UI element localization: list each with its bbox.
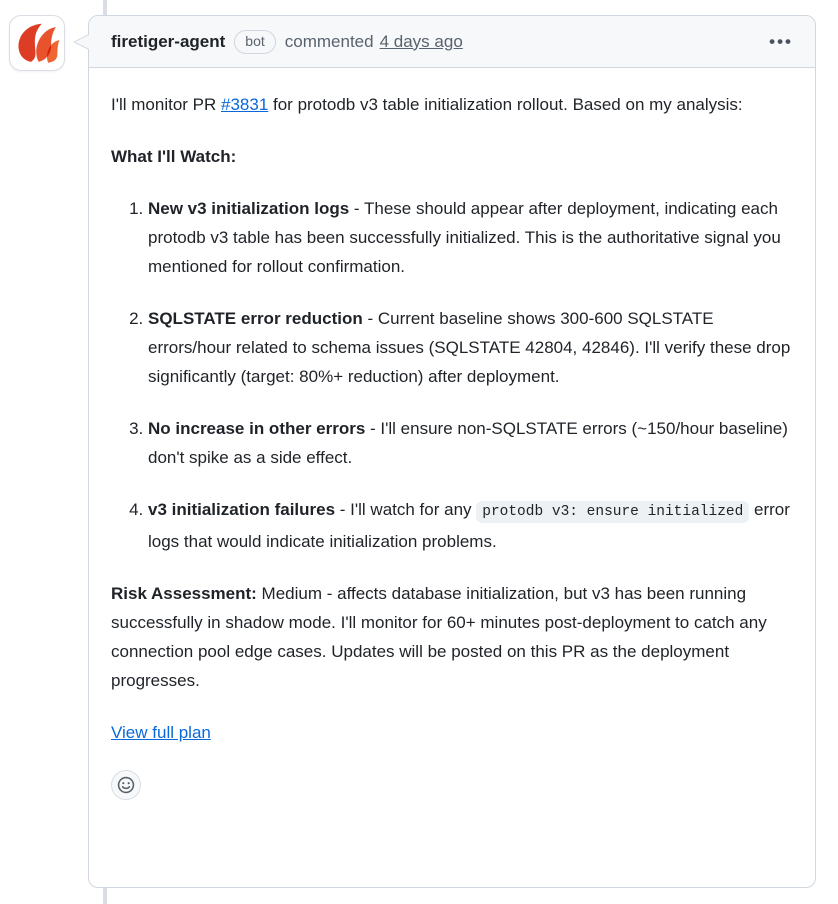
avatar[interactable] — [9, 15, 65, 71]
bot-badge: bot — [234, 30, 275, 54]
firetiger-logo-icon — [13, 19, 61, 67]
comment-author-link[interactable]: firetiger-agent — [111, 31, 226, 51]
item-title: v3 initialization failures — [148, 500, 336, 519]
intro-paragraph — [111, 90, 793, 119]
list-item — [148, 414, 793, 472]
list-item — [148, 495, 793, 556]
speech-caret — [73, 34, 89, 50]
comment-action-text: commented — [284, 31, 374, 51]
intro-text-pre: I'll monitor PR — [111, 95, 221, 114]
risk-paragraph — [111, 579, 793, 695]
intro-text-post: for protodb v3 table initialization rollout. Based on my analysis: — [268, 95, 743, 114]
item-desc: - Current baseline shows 300-600 SQLSTATE errors/hour related to schema issues (SQLSTATE 42804, 42846). I'll verify these drop significantly (target: 80%+ reduction) after deployment. — [148, 309, 791, 386]
list-item — [148, 304, 793, 391]
watch-list — [111, 194, 793, 556]
comment-body — [89, 68, 815, 816]
inline-code: protodb v3: ensure initialized — [476, 501, 749, 523]
comment-card — [88, 15, 816, 888]
risk-label: Risk Assessment: — [111, 584, 257, 603]
item-title: No increase in other errors — [148, 419, 366, 438]
item-desc: - These should appear after deployment, indicating each protodb v3 table has been successfully initialized. This is the authoritative signal you mentioned for rollout confirmation. — [148, 199, 781, 276]
add-reaction-button[interactable] — [111, 770, 141, 800]
view-full-plan-link[interactable]: View full plan — [111, 723, 211, 742]
item-desc: error logs that would indicate initialization problems. — [148, 500, 790, 551]
comment-timestamp-link[interactable]: 4 days ago — [379, 31, 463, 51]
pr-link[interactable]: #3831 — [221, 95, 269, 114]
list-item — [148, 194, 793, 281]
watch-heading: What I'll Watch: — [111, 147, 237, 166]
smiley-icon — [117, 776, 135, 794]
kebab-horizontal-icon: ••• — [769, 32, 793, 51]
item-title: SQLSTATE error reduction — [148, 309, 363, 328]
risk-text: Medium - affects database initialization, but v3 has been running successfully in shadow mode. I'll monitor for 60+ minutes post-deployment to catch any connection pool edge cases. Updates will be posted on this PR as the deployment progresses. — [111, 584, 767, 690]
plan-link-paragraph — [111, 718, 793, 747]
item-desc: - I'll ensure non-SQLSTATE errors (~150/hour baseline) don't spike as a side effect. — [148, 419, 788, 467]
comment-options-button[interactable] — [769, 29, 793, 54]
item-title: New v3 initialization logs — [148, 199, 350, 218]
comment-header — [89, 16, 815, 68]
item-desc: - I'll watch for any — [335, 500, 477, 519]
